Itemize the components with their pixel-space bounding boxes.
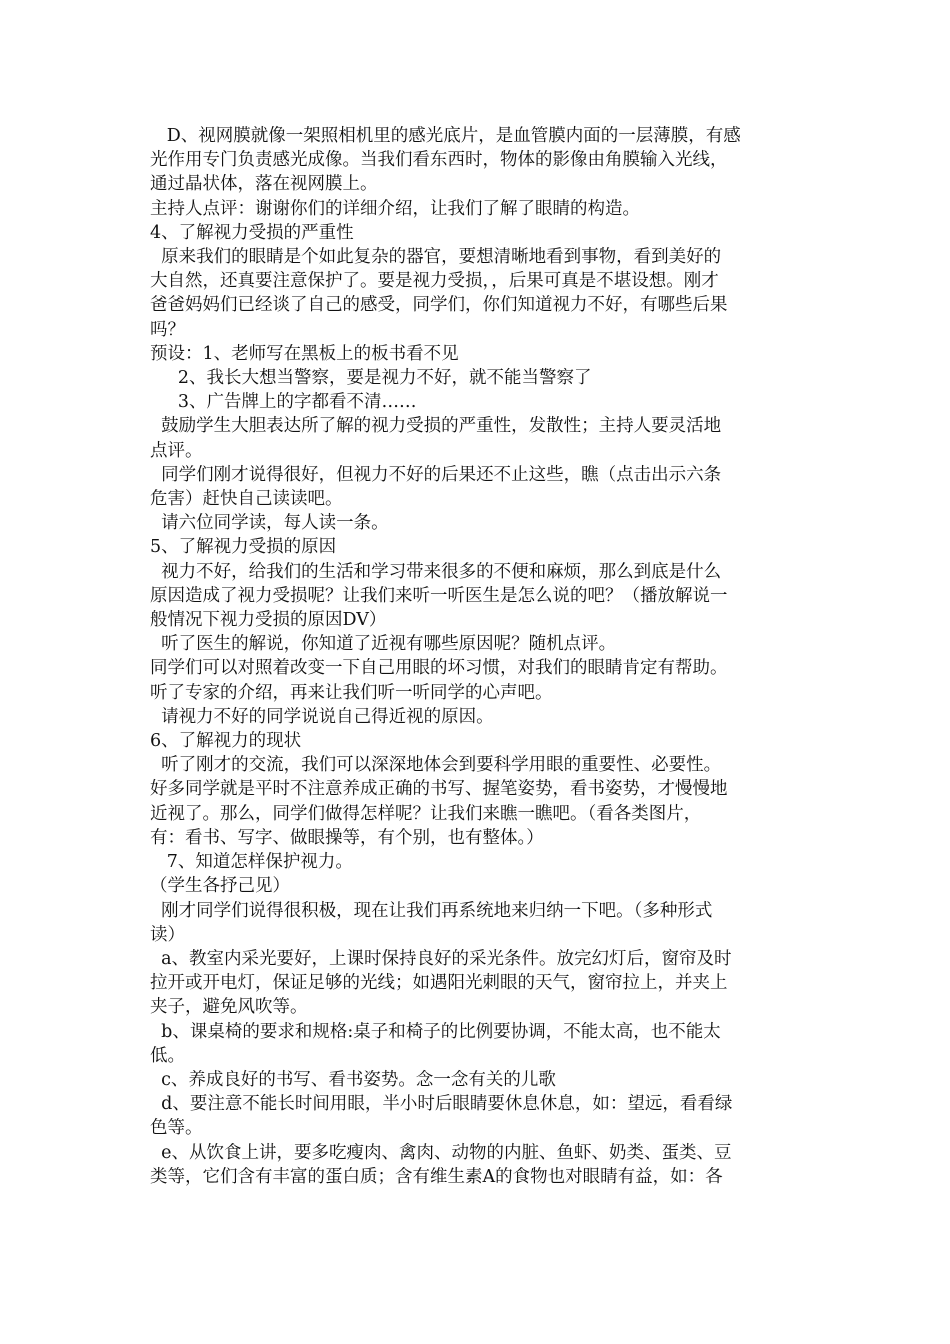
text-line: 7、知道怎样保护视力。 (150, 852, 353, 873)
text-line: 原因造成了视力受损呢？让我们来听一听医生是怎么说的吧？（播放解说一 (150, 585, 728, 606)
text-line: 请六位同学读，每人读一条。 (150, 513, 389, 534)
text-line: 听了医生的解说，你知道了近视有哪些原因呢？随机点评。 (150, 634, 617, 655)
text-line: 5、了解视力受损的原因 (150, 537, 337, 558)
text-line: 吗？ (150, 319, 185, 340)
text-line: D、视网膜就像一架照相机里的感光底片，是血管膜内面的一层薄膜，有感 (150, 126, 741, 146)
text-line: 好多同学就是平时不注意养成正确的书写、握笔姿势，看书姿势，才慢慢地 (150, 779, 728, 800)
text-line: 有：看书、写字、做眼操等，有个别，也有整体。） (150, 827, 544, 848)
text-line: 大自然，还真要注意保护了。要是视力受损，，后果可真是不堪设想。刚才 (150, 271, 719, 292)
text-line: 危害）赶快自己读读吧。 (150, 489, 343, 510)
text-line: 6、了解视力的现状 (150, 731, 302, 752)
text-line: 类等，它们含有丰富的蛋白质；含有维生素A的食物也对眼睛有益，如：各 (150, 1166, 723, 1187)
text-line: 预设：1、老师写在黑板上的板书看不见 (150, 343, 459, 364)
text-line: 听了刚才的交流，我们可以深深地体会到要科学用眼的重要性、必要性。 (150, 755, 722, 776)
text-line: 通过晶状体，落在视网膜上。 (150, 174, 378, 195)
text-line: 读） (150, 924, 185, 945)
text-line: c、养成良好的书写、看书姿势。念一念有关的儿歌 (150, 1069, 556, 1090)
text-line: 听了专家的介绍，再来让我们听一听同学的心声吧。 (150, 682, 553, 703)
text-line: 夹子，避免风吹等。 (150, 997, 308, 1018)
text-line: a、教室内采光要好，上课时保持良好的采光条件。放完幻灯后，窗帘及时 (150, 948, 732, 969)
text-line: 同学们可以对照着改变一下自己用眼的坏习惯，对我们的眼睛肯定有帮助。 (150, 658, 728, 679)
text-line: 视力不好，给我们的生活和学习带来很多的不便和麻烦，那么到底是什么 (150, 561, 722, 582)
text-line: 般情况下视力受损的原因DV） (150, 610, 387, 631)
text-line: （学生各抒己见） (150, 876, 290, 897)
text-line: 近视了。那么，同学们做得怎样呢？让我们来瞧一瞧吧。（看各类图片， (150, 803, 702, 824)
text-line: 鼓励学生大胆表达所了解的视力受损的严重性，发散性；主持人要灵活地 (150, 416, 722, 437)
text-line: 点评。 (150, 440, 203, 461)
text-line: 主持人点评：谢谢你们的详细介绍，让我们了解了眼睛的构造。 (150, 198, 640, 219)
text-line: d、要注意不能长时间用眼，半小时后眼睛要休息休息，如：望远，看看绿 (150, 1094, 733, 1115)
text-line: e、从饮食上讲，要多吃瘦肉、禽肉、动物的内脏、鱼虾、奶类、蛋类、豆 (150, 1142, 732, 1163)
text-line: 色等。 (150, 1118, 203, 1139)
document-body (150, 124, 800, 1189)
text-line: 爸爸妈妈们已经谈了自己的感受，同学们，你们知道视力不好，有哪些后果 (150, 295, 728, 316)
text-line: 低。 (150, 1045, 185, 1066)
text-line: 4、了解视力受损的严重性 (150, 222, 354, 243)
text-line: 刚才同学们说得很积极，现在让我们再系统地来归纳一下吧。（多种形式 (150, 900, 713, 921)
text-line: 2、我长大想当警察，要是视力不好，就不能当警察了 (150, 368, 592, 389)
text-line: 原来我们的眼睛是个如此复杂的器官，要想清晰地看到事物，看到美好的 (150, 247, 722, 268)
text-line: 请视力不好的同学说说自己得近视的原因。 (150, 706, 494, 727)
text-line: 拉开或开电灯，保证足够的光线；如遇阳光刺眼的天气，窗帘拉上，并夹上 (150, 973, 728, 994)
text-line: 同学们刚才说得很好，但视力不好的后果还不止这些，瞧（点击出示六条 (150, 464, 722, 485)
text-line: 光作用专门负责感光成像。当我们看东西时，物体的影像由角膜输入光线， (150, 150, 728, 171)
text-line: 3、广告牌上的字都看不清…… (150, 392, 417, 413)
text-line: b、课桌椅的要求和规格:桌子和椅子的比例要协调，不能太高，也不能太 (150, 1021, 721, 1042)
